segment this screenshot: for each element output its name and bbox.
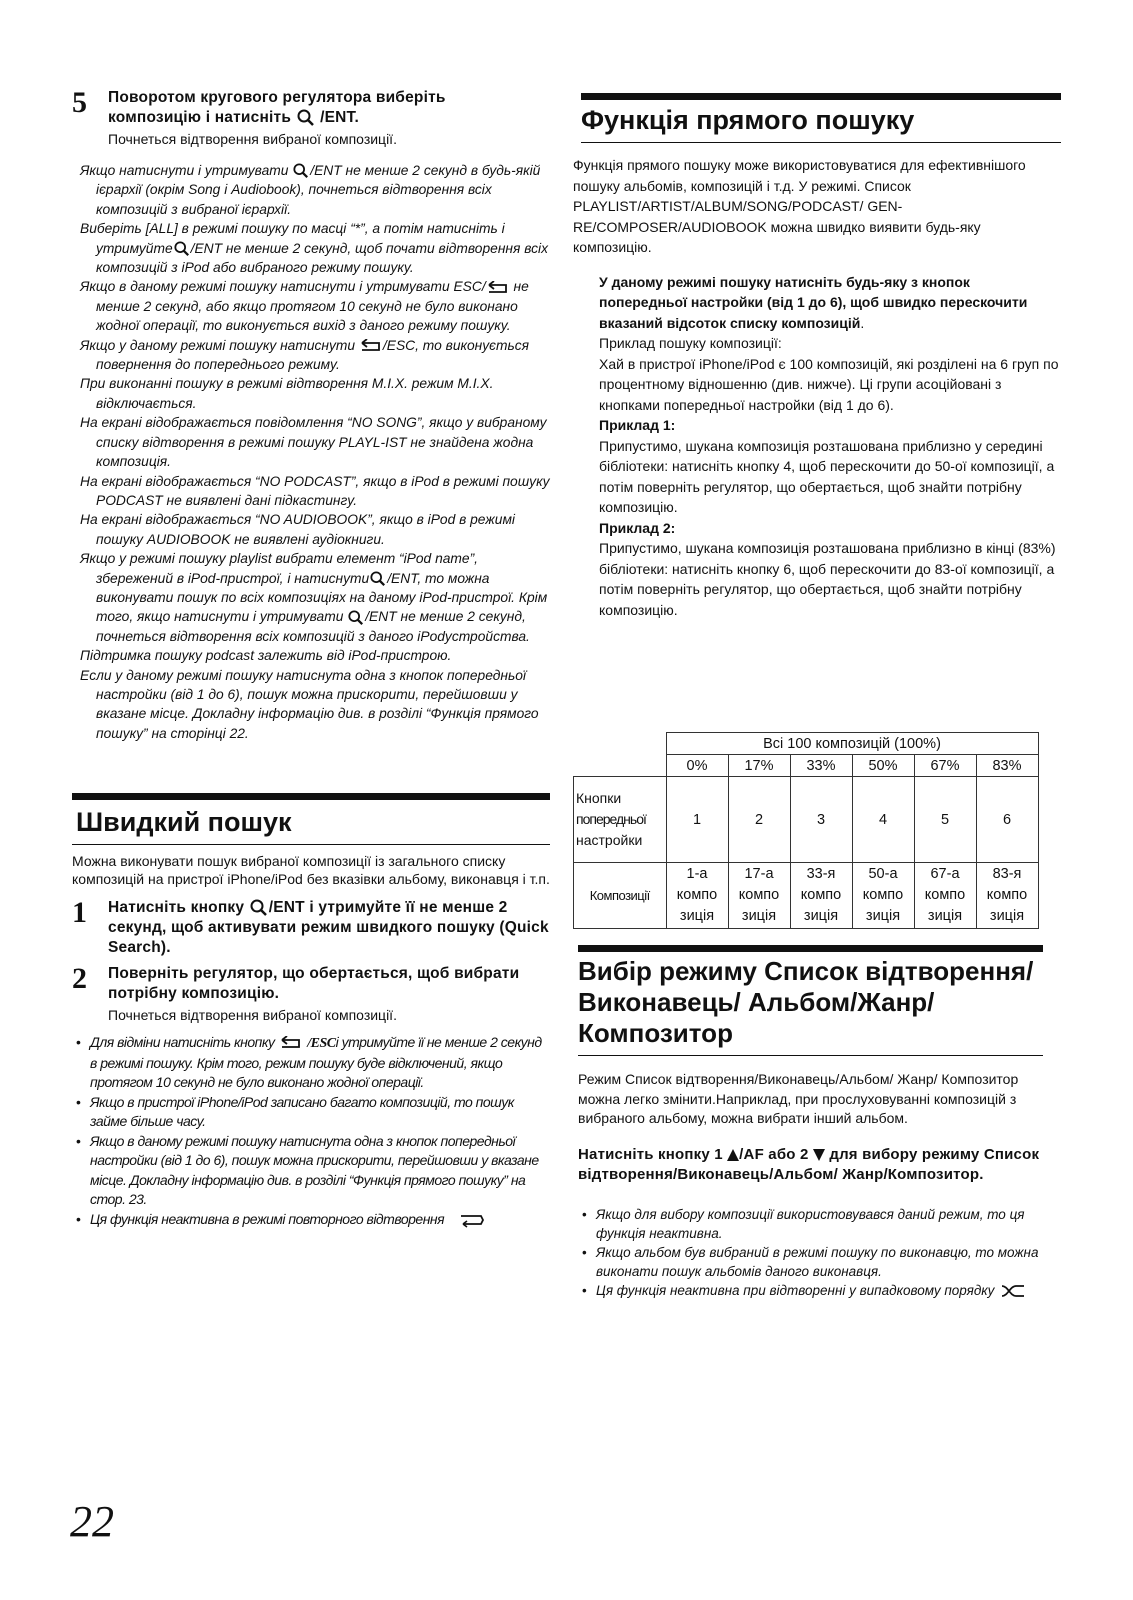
step-text: Почнеться відтворення вибраної композиції. [108,1007,397,1024]
table-cell: 4 [852,777,914,863]
table-cell: 83% [976,755,1038,777]
table-cell: 1 [666,777,728,863]
note-item: Якщо у режимі пошуку playlist вибрати елемент “iPod name”, збережений в iPod-пристрої, і натиснути /ENT, то можна виконувати пошук по всіх композиціях на даному iPod-пристрої. Крім того, якщо натиснути і утримувати /ENT не менше 2 секунд, почнеться відтворення всіх композицій з даного iPodустройства. [80,551,548,644]
mode-section [578,945,1043,1300]
section-heading-direct-search: Функція прямого пошуку [581,93,1061,143]
section-intro: Режим Список відтворення/Виконавець/Альбом/ Жанр/ Композитор можна легко змінити.Наприклад, при прослуховуванні композицій з вибраного альбому, можна вибрати інший альбом. [578,1071,1019,1126]
preset-table [573,732,1039,929]
notes-list [78,161,550,743]
table-header: Всі 100 композицій (100%) [666,733,1038,755]
table-cell: 33% [790,755,852,777]
note-item: На екрані відображається повідомлення “NO SONG”, якщо у вибраному списку відтворення в режимі пошуку PLAYL-IST не знайдена жодна композиція. [80,415,547,470]
repeat-icon [457,1212,487,1228]
table-cell: 67% [914,755,976,777]
bullet-item: • Ця функція неактивна при відтворенні у випадковому порядку [578,1281,1043,1300]
note-item: Если у даному режимі пошуку натиснута одна з кнопок попередньої настройки (від 1 до 6), пошук можна прискорити, перейшовши у вказане місце. Докладну інформацію див. в розділі “Функція прямого пошуку” на сторінці 22. [80,667,539,741]
down-arrow-icon [813,1149,825,1161]
left-column [72,88,550,1229]
example-2-text: Припустимо, шукана композиція розташована приблизно в кінці (83%) бібліотеки: натисніть кнопку 6, щоб перескочити до 83-ої композиції, а потім поверніть регулятор, що обертається, щоб знайти потрібну композицію. [599,540,1056,618]
right-column [573,93,1061,620]
search-icon [369,571,387,587]
step-2 [72,964,550,1025]
up-arrow-icon [727,1149,739,1161]
search-icon [249,899,269,917]
instruction-bold: У даному режимі пошуку натисніть будь-яку з кнопок попередньої настройки (від 1 до 6), щоб швидко перескочити вказаний відсоток списку композицій. [599,273,1028,331]
section-heading-mode: Вибір режиму Список відтворення/Виконавець/ Альбом/Жанр/Композитор [578,945,1043,1056]
table-cell: 0% [666,755,728,777]
section-intro: Можна виконувати пошук вибраної композиції із загального списку композицій на пристрої iPhone/iPod без вказівки альбому, виконавця і т.п. [72,853,550,887]
search-icon [296,109,316,127]
search-icon [347,610,365,626]
note-item: Якщо у даному режимі пошуку натиснути /ESC, то виконується повернення до попереднього режиму. [80,337,530,373]
example-2-label: Приклад 2: [599,519,676,536]
step-title: Поворотом кругового регулятора виберіть композицію і натисніть /ENT. [108,89,446,126]
table-cell: 5 [914,777,976,863]
bullet-item: • Якщо в пристрої iPhone/iPod записано багато композицій, то пошук займе більше часу. [72,1093,550,1132]
table-cell: 50-а компо зиція [852,863,914,929]
page-number: 22 [70,1497,114,1546]
step-text: Почнеться відтворення вибраної композиції. [108,131,397,147]
bullet-item: • Якщо в даному режимі пошуку натиснута одна з кнопок попередньої настройки (від 1 до 6), пошук можна прискорити, перейшовши у вказане місце. Докладну інформацію див. в розділі “Функція прямого пошуку” на стор. 23. [72,1132,550,1210]
shuffle-icon [998,1283,1028,1299]
bullet-item: • Якщо альбом був вибраний в режимі пошуку по виконавцю, то можна виконати пошук альбомів даного виконавця. [578,1243,1043,1281]
note-item: Виберіть [ALL] в режимі пошуку по масці “*”, а потім натисніть і утримуйте /ENT не менше 2 секунд, щоб почати відтворення всіх композицій з iPod або вибраного режиму пошуку. [80,221,548,276]
table-cell: 50% [852,755,914,777]
table-cell: 1-а компо зиція [666,863,728,929]
section-heading-quick-search: Швидкий пошук [72,793,550,845]
step-5 [72,88,550,149]
step-number: 2 [72,962,87,996]
note-item: На екрані відображається “NO AUDIOBOOK”, якщо в iPod в режимі пошуку AUDIOBOOK не виявлені аудіокниги. [80,512,515,547]
bullet-item: • Якщо для вибору композиції використовувався даний режим, то ця функція неактивна. [578,1205,1043,1243]
bullet-list [578,1205,1043,1300]
example-1-label: Приклад 1: [599,417,676,433]
table-cell: 33-я компо зиція [790,863,852,929]
note-item: На екрані відображається “NO PODCAST”, якщо в iPod в режимі пошуку PODCAST не виявлені дані підкастингу. [80,473,550,508]
example-intro: Приклад пошуку композиції: [599,335,782,351]
back-icon [359,339,383,353]
table-cell: 3 [790,777,852,863]
step-number: 5 [72,86,87,119]
back-icon [278,1036,304,1050]
note-item: Якщо натиснути і утримувати /ENT не менше 2 секунд в будь-якій ієрархії (окрім Song і Audiobook), почнеться відтворення всіх композицій з вибраної ієрархії. [80,163,541,217]
search-icon [173,241,191,257]
table-cell: 2 [728,777,790,863]
table-cell: 83-я компо зиція [976,863,1038,929]
table-cell: 67-а компо зиція [914,863,976,929]
table-cell: 17-а компо зиція [728,863,790,929]
back-icon [486,281,510,295]
section-intro: Функція прямого пошуку може використовуватися для ефективнішого пошуку альбомів, композицій і т.д. У режимі. Список PLAYLIST/ARTIST/ALBUM/SONG/PODCAST/ GEN-RE/COMPOSER/AUDIOBOOK можна швидко виявити будь-яку композицію. [573,157,1026,255]
note-item: При виконанні пошуку в режимі відтворення M.I.X. режим M.I.X. відключається. [80,376,494,411]
step-number: 1 [72,896,87,930]
search-icon [292,163,310,179]
bullet-item: • Для відміни натисніть кнопку /ESCі утримуйте її не менше 2 секунд в режимі пошуку. Крім того, режим пошуку буде відключений, якщо протягом 10 секунд не було виконано жодної операції. [72,1033,550,1093]
table-cell: 6 [976,777,1038,863]
example-1-text: Припустимо, шукана композиція розташована приблизно у середині бібліотеки: натисніть кнопку 4, щоб перескочити до 50-ої композиції, а потім поверніть регулятор, що обертається, щоб знайти потрібну композицію. [599,437,1055,515]
step-1 [72,898,550,958]
step-title: Поверніть регулятор, що обертається, щоб вибрати потрібну композицію. [108,965,520,1003]
note-item: Підтримка пошуку podcast залежить від iPod-пристрою. [80,648,452,664]
row-label: Композиції [574,863,667,929]
table-cell: 17% [728,755,790,777]
mode-step: Натисніть кнопку 1 /AF або 2 для вибору режиму Список відтворення/Виконавець/Альбом/ Жанр/Композитор. [578,1145,1040,1183]
row-label: Кнопки попередньої настройки [574,777,667,863]
bullet-list [72,1033,550,1229]
example-text: Хай в пристрої iPhone/iPod є 100 композицій, які розділені на 6 груп по процентному відношенню (див. нижче). Ці групи асоційовані з кнопками попередньої настройки (від 1 до 6). [599,355,1059,413]
step-title: Натисніть кнопку /ENT і утримуйте її не менше 2 секунд, щоб активувати режим швидкого пошуку (Quick Search). [108,899,549,957]
bullet-item: • Ця функція неактивна в режимі повторного відтворення [72,1210,550,1230]
note-item: Якщо в даному режимі пошуку натиснути і утримувати ESC/ не менше 2 секунд, або якщо протягом 10 секунд не було виконано жодної операції, то виконується вихід з даного режиму пошуку. [80,279,529,334]
